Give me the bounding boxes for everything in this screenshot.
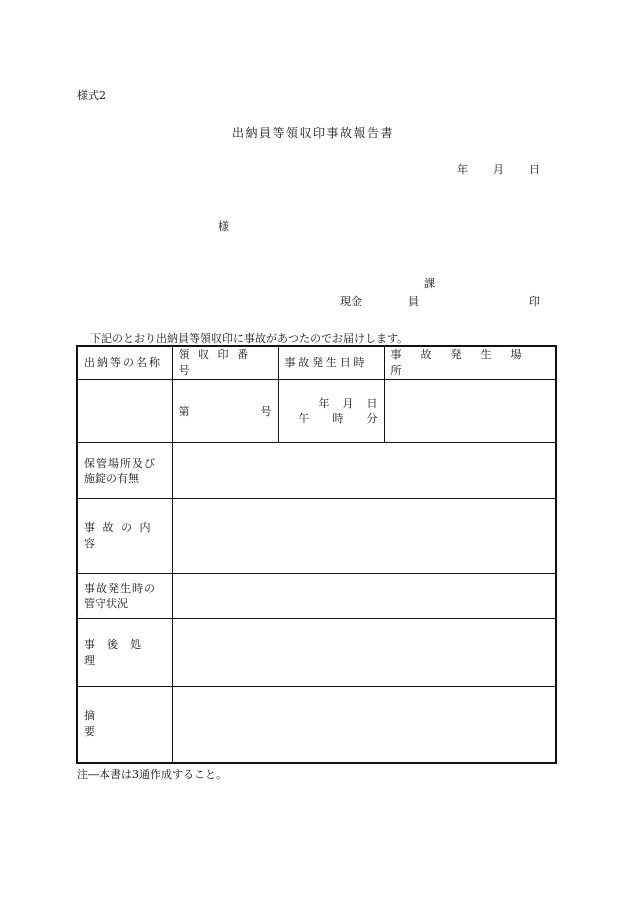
aftermath-label-cell	[77, 619, 172, 687]
cash-label: 現金	[340, 295, 362, 308]
custody-label-cell	[77, 574, 172, 619]
header-row	[77, 346, 556, 380]
header-name-cell	[77, 346, 172, 380]
storage-entry-cell[interactable]	[172, 443, 556, 499]
custody-label-line1: 事故発生時の	[84, 582, 156, 595]
aftermath-label: 事後処理	[84, 637, 153, 667]
addressee-honorific: 様	[218, 220, 229, 233]
storage-label-line2: 施錠の有無	[84, 471, 139, 485]
header-datetime: 事故発生日時	[284, 356, 368, 369]
aftermath-entry-cell[interactable]	[172, 619, 556, 687]
name-entry-cell[interactable]	[77, 380, 172, 443]
intro-text: 下記のとおり出納員等領収印に事故があつたのでお届けします。	[90, 332, 409, 345]
incident-content-label-cell	[77, 499, 172, 574]
storage-label	[78, 456, 172, 486]
section-label: 課	[424, 277, 435, 290]
datetime-entry	[279, 396, 384, 426]
datetime-time-line	[285, 411, 378, 426]
date-month-label: 月	[493, 163, 504, 176]
stamp-number-entry-cell[interactable]	[172, 380, 278, 443]
document-title: 出納員等領収印事故報告書	[232, 126, 395, 140]
form-number: 様式2	[77, 89, 106, 102]
datetime-date-line	[285, 396, 378, 411]
report-table	[76, 345, 557, 764]
header-datetime-cell	[278, 346, 384, 380]
entry-row	[77, 380, 556, 443]
remarks-row	[77, 687, 556, 763]
storage-label-line1: 保管場所及び	[84, 456, 156, 470]
custody-label	[78, 581, 172, 611]
year-label: 年	[318, 397, 330, 410]
header-stamp-number: 領収印番号	[178, 348, 257, 377]
incident-content-label: 事故の内容	[84, 521, 158, 550]
date-day-label: 日	[529, 163, 540, 176]
header-name: 出納等の名称	[84, 356, 162, 369]
seal-label: 印	[529, 295, 540, 308]
footnote: 注―本書は3通作成すること。	[77, 768, 227, 781]
header-place-cell	[384, 346, 556, 380]
datetime-entry-cell[interactable]	[278, 380, 384, 443]
day-label: 日	[366, 397, 378, 410]
remarks-label: 摘要	[84, 709, 153, 739]
incident-content-row	[77, 499, 556, 574]
remarks-entry-cell[interactable]	[172, 687, 556, 763]
header-place: 事故発生場所	[390, 348, 541, 377]
custody-entry-cell[interactable]	[172, 574, 556, 619]
incident-content-entry-cell[interactable]	[172, 499, 556, 574]
month-label: 月	[342, 397, 354, 410]
hour-label: 時	[332, 412, 344, 425]
remarks-label-cell	[77, 687, 172, 763]
number-suffix: 号	[260, 405, 272, 418]
custody-label-line2: 管守状況	[84, 597, 128, 610]
officer-label: 員	[408, 295, 419, 308]
date-year-label: 年	[457, 163, 468, 176]
header-stamp-number-cell	[172, 346, 278, 380]
storage-label-cell	[77, 443, 172, 499]
place-entry-cell[interactable]	[384, 380, 556, 443]
minute-label: 分	[366, 412, 378, 425]
custody-row	[77, 574, 556, 619]
aftermath-row	[77, 619, 556, 687]
number-prefix: 第	[178, 405, 190, 418]
stamp-number-entry	[173, 403, 278, 419]
ampm-label: 午	[298, 412, 310, 425]
storage-row	[77, 443, 556, 499]
